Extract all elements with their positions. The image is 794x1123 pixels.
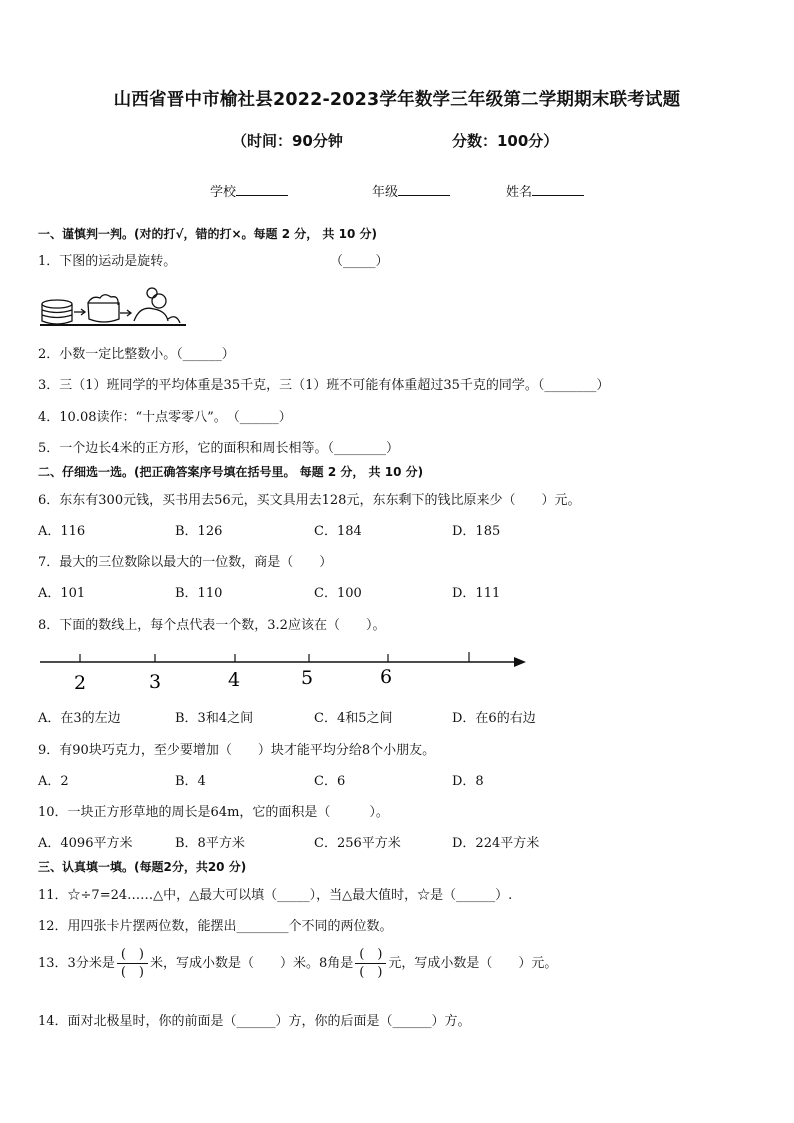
section-heading-1: 一、谨慎判一判。(对的打√，错的打×。每题 2 分， 共 10 分) [38, 227, 377, 241]
question-4: 4．10.08读作：“十点零零八”。 （______） [38, 410, 292, 425]
q9-option-d[interactable]: D．8 [452, 774, 484, 789]
grade-blank[interactable] [398, 183, 450, 196]
score-label: 分数：100分） [452, 132, 559, 150]
tick-label-5: 5 [301, 667, 314, 689]
section-heading-3: 三、认真填一填。(每题2分，共20 分) [38, 860, 247, 874]
rotation-illustration [40, 283, 186, 329]
question-14: 14．面对北极星时，你的前面是（______）方，你的后面是（______）方。 [38, 1014, 471, 1029]
q10-option-d[interactable]: D．224平方米 [452, 836, 540, 851]
q10-option-a[interactable]: A．4096平方米 [38, 836, 133, 851]
name-field[interactable] [506, 181, 584, 200]
q7-option-c[interactable]: C．100 [314, 586, 362, 601]
page-title: 山西省晋中市榆社县2022-2023学年数学三年级第二学期期末联考试题 [113, 90, 681, 110]
cake-top [42, 300, 72, 308]
mouse-tail [168, 317, 180, 323]
q10-option-b[interactable]: B．8平方米 [175, 836, 245, 851]
q8-option-b[interactable]: B．3和4之间 [175, 711, 254, 726]
cake-layers [42, 310, 72, 318]
question-1-answer[interactable]: （_____） [330, 254, 389, 269]
q6-option-c[interactable]: C．184 [314, 524, 362, 539]
q7-option-d[interactable]: D．111 [452, 586, 501, 601]
tick-label-6: 6 [380, 666, 393, 688]
tick-label-2: 2 [74, 672, 87, 694]
name-blank[interactable] [532, 183, 584, 196]
question-13-part-b: 米，写成小数是（ ）米。8角是 [149, 956, 354, 971]
school-blank[interactable] [236, 183, 288, 196]
school-field[interactable] [210, 181, 288, 200]
question-8: 8．下面的数线上，每个点代表一个数，3.2应该在（ ）。 [38, 618, 386, 633]
fraction-blank-1[interactable] [117, 946, 148, 981]
q9-option-a[interactable]: A．2 [38, 774, 69, 789]
tick-label-3: 3 [149, 671, 162, 693]
fraction-2-denominator[interactable]: ( ) [359, 965, 383, 980]
mouse-ear [147, 288, 157, 298]
q9-option-c[interactable]: C．6 [314, 774, 346, 789]
question-10: 10．一块正方形草地的周长是64m，它的面积是（ ）。 [38, 805, 389, 820]
grade-field[interactable] [372, 181, 450, 200]
question-9: 9．有90块巧克力，至少要增加（ ）块才能平均分给8个小朋友。 [38, 743, 436, 758]
question-1: 1．下图的运动是旋转。 [38, 254, 177, 269]
question-13 [38, 946, 557, 981]
fraction-1-denominator[interactable]: ( ) [120, 965, 144, 980]
fraction-1-numerator[interactable]: ( ) [117, 946, 148, 964]
question-7: 7．最大的三位数除以最大的一位数，商是（ ） [38, 555, 333, 570]
q6-option-a[interactable]: A．116 [38, 524, 86, 539]
fraction-blank-2[interactable] [355, 946, 386, 981]
q6-option-d[interactable]: D．185 [452, 524, 501, 539]
fraction-2-numerator[interactable]: ( ) [355, 946, 386, 964]
section-heading-2: 二、仔细选一选。(把正确答案序号填在括号里。 每题 2 分， 共 10 分) [38, 465, 424, 479]
mouse-body [134, 308, 168, 321]
question-2: 2．小数一定比整数小。（______） [38, 347, 235, 362]
mouse-head [152, 294, 166, 308]
question-11: 11．☆÷7=24……△中，△最大可以填（_____），当△最大值时，☆是（______）. [38, 888, 513, 903]
number-line [38, 646, 530, 694]
tick-label-4: 4 [228, 669, 241, 691]
q10-option-c[interactable]: C．256平方米 [314, 836, 401, 851]
q8-option-c[interactable]: C．4和5之间 [314, 711, 393, 726]
question-3: 3．三（1）班同学的平均体重是35千克，三（1）班不可能有体重超过35千克的同学。（________） [38, 378, 610, 393]
school-label: 学校 [210, 185, 237, 200]
q9-option-b[interactable]: B．4 [175, 774, 206, 789]
question-5: 5．一个边长4米的正方形，它的面积和周长相等。（________） [38, 441, 400, 456]
question-12: 12．用四张卡片摆两位数，能摆出________个不同的两位数。 [38, 919, 393, 934]
name-label: 姓名 [506, 185, 533, 200]
question-13-part-c: 元，写成小数是（ ）元。 [388, 956, 558, 971]
q8-option-d[interactable]: D．在6的右边 [452, 711, 536, 726]
q6-option-b[interactable]: B．126 [175, 524, 223, 539]
q7-option-b[interactable]: B．110 [175, 586, 223, 601]
q7-option-a[interactable]: A．101 [38, 586, 86, 601]
question-6: 6．东东有300元钱，买书用去56元，买文具用去128元，东东剩下的钱比原来少（ ）元。 [38, 493, 581, 508]
number-line-arrow [514, 657, 526, 667]
pot-body [88, 303, 119, 322]
q8-option-a[interactable]: A．在3的左边 [38, 711, 121, 726]
grade-label: 年级 [372, 185, 399, 200]
time-label: （时间：90分钟 [232, 132, 343, 150]
question-13-part-a: 13．3分米是 [38, 956, 115, 971]
